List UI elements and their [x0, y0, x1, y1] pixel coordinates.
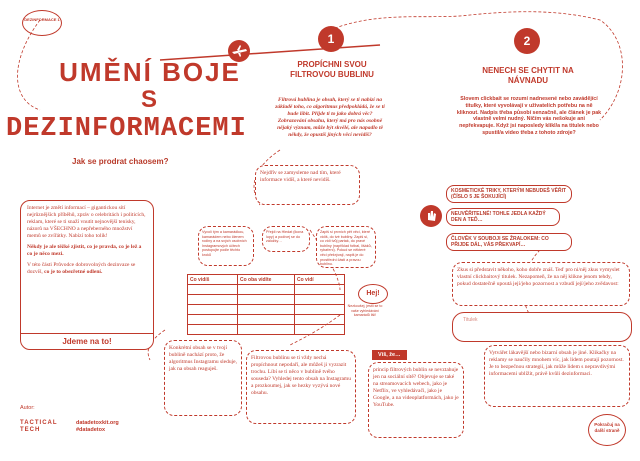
- author-site-link[interactable]: datadetoxkit.org: [76, 420, 119, 426]
- table-cell[interactable]: [188, 305, 238, 315]
- bottom-left-box: [164, 340, 242, 416]
- section-1-num-text: 1: [327, 32, 335, 46]
- section-2-bottom-box: [484, 345, 630, 407]
- clickbait-tag-3: ČLOVĚK V SOUBOJI SE ŽRALOKEM: CO PŘIJDE DÁL, VÁS PŘEKVAPÍ…: [446, 233, 572, 251]
- continue-text: Pokračuj na další straně: [594, 422, 620, 433]
- table-cell[interactable]: [188, 315, 238, 325]
- go-button[interactable]: Jdeme na to!: [21, 333, 153, 346]
- table-cell[interactable]: [295, 325, 345, 335]
- bubble-a-text: Vyvolí tým a kamarádkou, kamarádem nebo členem rodiny a na svých osobních Instagramových účtech postupujte podle těchto kroků: [202, 230, 247, 257]
- subtitle: Jak se prodrat chaosem?: [72, 157, 169, 166]
- bottom-mid-box: [246, 350, 356, 424]
- comparison-grid: [187, 274, 345, 335]
- intro-paragraph-2: Někdy je ale těžké zjistit, co je pravda, co je lež a co je něco mezi.: [27, 244, 142, 257]
- table-cell[interactable]: [238, 305, 295, 315]
- intro-paragraph-1: Internet je změtí informací – gigantickou sítí nejrůznějších příběhů, zpráv o celebritách i politicích, reklam, které se ti snaží vnutit nejnovější tenisky, názorů na VŠECHNO a nepřeberného množství memů se zvířátky. Nabízí toho tolik!: [27, 205, 146, 239]
- section-badge: [22, 10, 62, 36]
- table-cell[interactable]: [295, 315, 345, 325]
- badge-text: DEZINFORMACE 1: [24, 17, 60, 22]
- page-title: [40, 58, 260, 113]
- table-cell[interactable]: [238, 285, 295, 295]
- hand-icon: [420, 205, 442, 227]
- headline-input[interactable]: [452, 312, 632, 342]
- bottom-right-text: princip filtrových bublin se nevztahuje jen na sociální sítě? Objevuje se také na streamovacích webech, jako je Netflix, ve vyhledávači, jako je Google, a na videoplatformách, jako je YouTube.: [373, 367, 459, 408]
- title-line-2: S: [140, 86, 159, 113]
- intro-p3-bold: co je to obezřetné odlení.: [44, 269, 103, 275]
- table-header-you: Co vidíš: [188, 275, 238, 285]
- section-1-title: PROPÍCHNI SVOU FILTROVOU BUBLINU: [290, 60, 374, 79]
- intro-p3-text: V této části Průvodce dobrovolných dezinvaze se dozvíš,: [27, 262, 136, 275]
- bubble-main-text: Nejdřív se zamysleme nad tím, které informace vidíš, a které nevidíš.: [260, 170, 341, 183]
- clickbait-tag-2: NEUVĚŘITELNÉ! TOHLE JEDLA KAŽDÝ DEN A TEĎ…: [446, 208, 560, 226]
- headline-placeholder: Titulek: [463, 317, 478, 323]
- bottom-mid-text: Filtrovou bublinu se ti vždy nechá propíchnout nepodaří, ale můžeš ji vyzrazit trochu. Líbí se ti něco v bublině tvého souseda? Vyhledej tento obsah na Instagramu a prozkoumej, jak se hezky vyzývá nové obsahu.: [251, 355, 351, 396]
- bubble-c: [316, 226, 376, 268]
- table-cell[interactable]: [238, 325, 295, 335]
- clickbait-exercise-text: Zkus si představit někoho, koho dobře znáš. Teď pro ni/něj zkus vymyslet vlastní clickbaitový titulek. Nezapomeň, že na něj klikne jenom tehdy, pokud dostatečně upoutá její/jeho pozornost a vzbudí její/jeho zvědavost:: [457, 267, 620, 287]
- comparison-table: [187, 274, 345, 335]
- bubble-main: [255, 165, 360, 205]
- table-cell[interactable]: [295, 295, 345, 305]
- table-cell[interactable]: [188, 295, 238, 305]
- bubble-b-text: Přejdi na Hledat (ikona lupy) a podívej se do záložky…: [266, 230, 304, 244]
- section-2-body: Slovem clickbait se rozumí nadnesené nebo zavádějící titulky, které vyvolávají v uživatelích potřebu na ně kliknout. Nadpis třeba působí senzačně, ale článek je pak vlastně velmi nudný. Ničím vás nešokuje ani nepřekvapuje. Když jsi naposledy klikl/a na titulek nebo spustil/a video třeba z tohoto zdroje?: [456, 96, 602, 136]
- section-2-title: NENECH SE CHYTIT NA NÁVNADU: [482, 66, 574, 85]
- title-line-1: UMĚNÍ BOJE: [59, 57, 241, 87]
- section-1-body: Filtrová bublina je obsah, který se ti nabízí na základě toho, co algoritmus předpokládá, že se ti bude líbit. Přijde ti to jako dobrá věc? Zobrazování obsahu, který má pro nás osobně nějaký význam, může být skvělé, ale napadlo tě někdy, že opustíš jiných věcí nevidíš?: [275, 97, 385, 138]
- hey-note: Nezkoušej, jestli se to vaše vyhledávání kamarádů liší!: [347, 304, 383, 317]
- section-2-number: [514, 28, 540, 54]
- clickbait-tag-1: KOSMETICKÉ TRIKY, KTERÝM NEBUDEŠ VĚŘIT (ČÍSLO 5 JE ŠOKUJÍCÍ): [446, 185, 572, 203]
- hey-bubble: [358, 284, 388, 304]
- intro-paragraph-3: [27, 262, 147, 276]
- table-cell[interactable]: [188, 325, 238, 335]
- author-label: Autor:: [20, 405, 35, 411]
- section-2-num-text: 2: [523, 34, 531, 48]
- section-1-number: [318, 26, 344, 52]
- continue-badge[interactable]: [588, 414, 626, 446]
- author-links: [76, 420, 119, 434]
- table-header-friend: Co vidí: [295, 275, 345, 285]
- did-you-know-tag: [372, 350, 407, 360]
- tactical-tech-logo: TACTICAL TECH: [20, 420, 58, 433]
- bottom-left-text: Konkrétní obsah se v tvojí bublině nachází proto, že algoritmus Instagramu sleduje, jak na obsah reaguješ.: [169, 345, 237, 372]
- author-hashtag: #datadetox: [76, 427, 106, 433]
- bubble-b: [262, 226, 310, 252]
- title-line-3: DEZINFORMACEMI: [6, 114, 247, 144]
- bottom-right-box: [368, 362, 464, 438]
- bubble-a: [198, 226, 254, 266]
- did-you-know-text: Víš, že…: [378, 352, 401, 358]
- table-cell[interactable]: [295, 305, 345, 315]
- intro-box: [20, 200, 154, 350]
- clickbait-exercise-box: [452, 262, 630, 306]
- table-cell[interactable]: [238, 315, 295, 325]
- hey-text: Hej!: [366, 290, 380, 297]
- table-cell[interactable]: [238, 295, 295, 305]
- bubble-c-text: Zapiš si prvních pět věcí, které vidíš, do tvé bubliny. Zapiš si, co vidí tvůj partak, do pravé bubliny (například fotbal, lišáků, rybaření). Pokud se některé věci překrývají, napiš je do prostřední části a pravou bublinu.: [320, 230, 372, 267]
- table-cell[interactable]: [188, 285, 238, 295]
- table-header-both: Co oba vidíte: [238, 275, 295, 285]
- table-cell[interactable]: [295, 285, 345, 295]
- section-2-bottom-text: Vytvářet lákavější nebo bizarní obsah je jiné. Klikačky na reklamy se naučily mnohem víc, jak lidem poutají pozornost. Je to bezpečnou strategií, jak může lidem s nepravdivými informacemi ublížit, právě kvůli dezinformaci.: [489, 350, 624, 377]
